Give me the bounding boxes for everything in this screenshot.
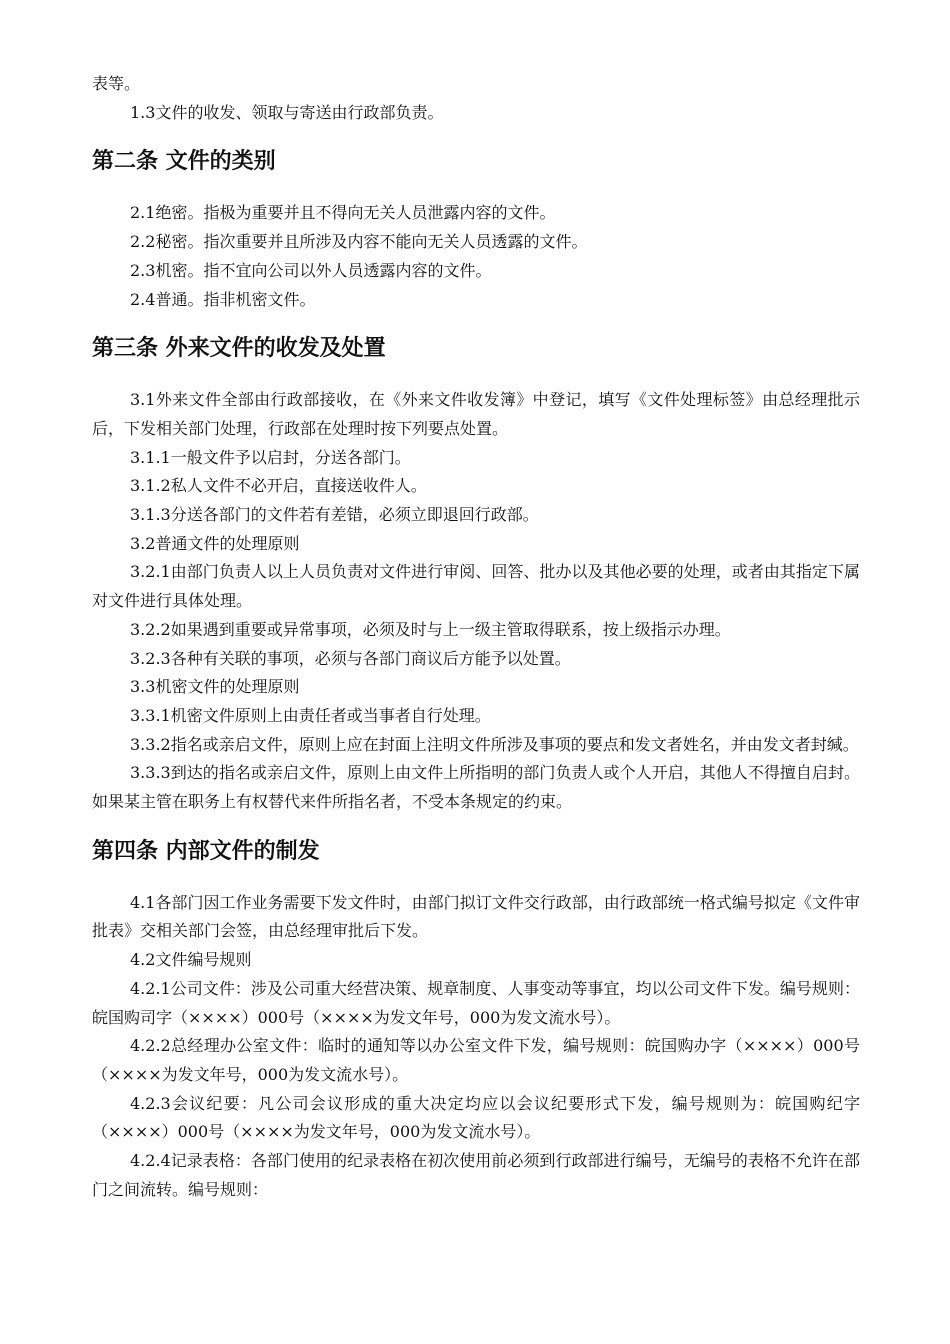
paragraph-3-1-2: 3.1.2私人文件不必开启，直接送收件人。 [130,476,427,496]
paragraph-3-3-2: 3.3.2指名或亲启文件，原则上应在封面上注明文件所涉及事项的要点和发文者姓名，并由发文者封缄。 [130,734,859,754]
paragraph-2-3: 2.3机密。指不宜向公司以外人员透露内容的文件。 [130,260,492,280]
paragraph-4-2-4: 4.2.4记录表格：各部门使用的纪录表格在初次使用前必须到行政部进行编号，无编号的表格不允许在部门之间流转。编号规则： [92,1151,860,1199]
paragraph-3-1-1: 3.1.1一般文件予以启封，分送各部门。 [130,447,411,467]
paragraph-4-2-3: 4.2.3会议纪要：凡公司会议形成的重大决定均应以会议纪要形式下发，编号规则为：皖国购纪字（××××）000号（××××为发文年号，000为发文流水号）。 [92,1093,860,1142]
paragraph-4-1: 4.1各部门因工作业务需要下发文件时，由部门拟订文件交行政部，由行政部统一格式编号拟定《文件审批表》交相关部门会签，由总经理审批后下发。 [92,892,860,941]
intro-line-1-3: 1.3文件的收发、领取与寄送由行政部负责。 [130,102,444,122]
paragraph-3-3-3: 3.3.3到达的指名或亲启文件，原则上由文件上所指明的部门负责人或个人开启，其他人不得擅自启封。如果某主管在职务上有权替代来件所指名者，不受本条规定的约束。 [92,763,860,812]
paragraph-3-1: 3.1外来文件全部由行政部接收，在《外来文件收发簿》中登记，填写《文件处理标签》由总经理批示后，下发相关部门处理，行政部在处理时按下列要点处置。 [92,390,860,438]
paragraph-3-3-1: 3.3.1机密文件原则上由责任者或当事者自行处理。 [130,705,491,725]
paragraph-2-2: 2.2秘密。指次重要并且所涉及内容不能向无关人员透露的文件。 [130,232,588,252]
paragraph-3-1-3: 3.1.3分送各部门的文件若有差错，必须立即退回行政部。 [130,505,539,525]
section-heading-article-4: 第四条 内部文件的制发 [92,838,320,864]
paragraph-3-3: 3.3机密文件的处理原则 [130,677,300,697]
document-page [92,70,860,1205]
paragraph-3-2: 3.2普通文件的处理原则 [130,533,300,553]
paragraph-4-2-2: 4.2.2总经理办公室文件：临时的通知等以办公室文件下发，编号规则：皖国购办字（××××）000号（××××为发文年号，000为发文流水号）。 [92,1036,860,1084]
section-heading-article-2: 第二条 文件的类别 [92,149,276,175]
paragraph-4-2-1: 4.2.1公司文件：涉及公司重大经营决策、规章制度、人事变动等事宜，均以公司文件下发。编号规则：皖国购司字（××××）000号（××××为发文年号，000为发文流水号）。 [92,978,860,1027]
paragraph-3-2-3: 3.2.3各种有关联的事项，必须与各部门商议后方能予以处置。 [130,648,571,668]
paragraph-2-1: 2.1绝密。指极为重要并且不得向无关人员泄露内容的文件。 [130,203,556,223]
paragraph-3-2-2: 3.2.2如果遇到重要或异常事项，必须及时与上一级主管取得联系，按上级指示办理。 [130,619,731,639]
intro-line-continuation: 表等。 [92,74,141,93]
section-heading-article-3: 第三条 外来文件的收发及处置 [92,336,386,362]
paragraph-2-4: 2.4普通。指非机密文件。 [130,289,316,309]
paragraph-4-2: 4.2文件编号规则 [130,950,252,970]
paragraph-3-2-1: 3.2.1由部门负责人以上人员负责对文件进行审阅、回答、批办以及其他必要的处理，或者由其指定下属对文件进行具体处理。 [92,562,860,611]
